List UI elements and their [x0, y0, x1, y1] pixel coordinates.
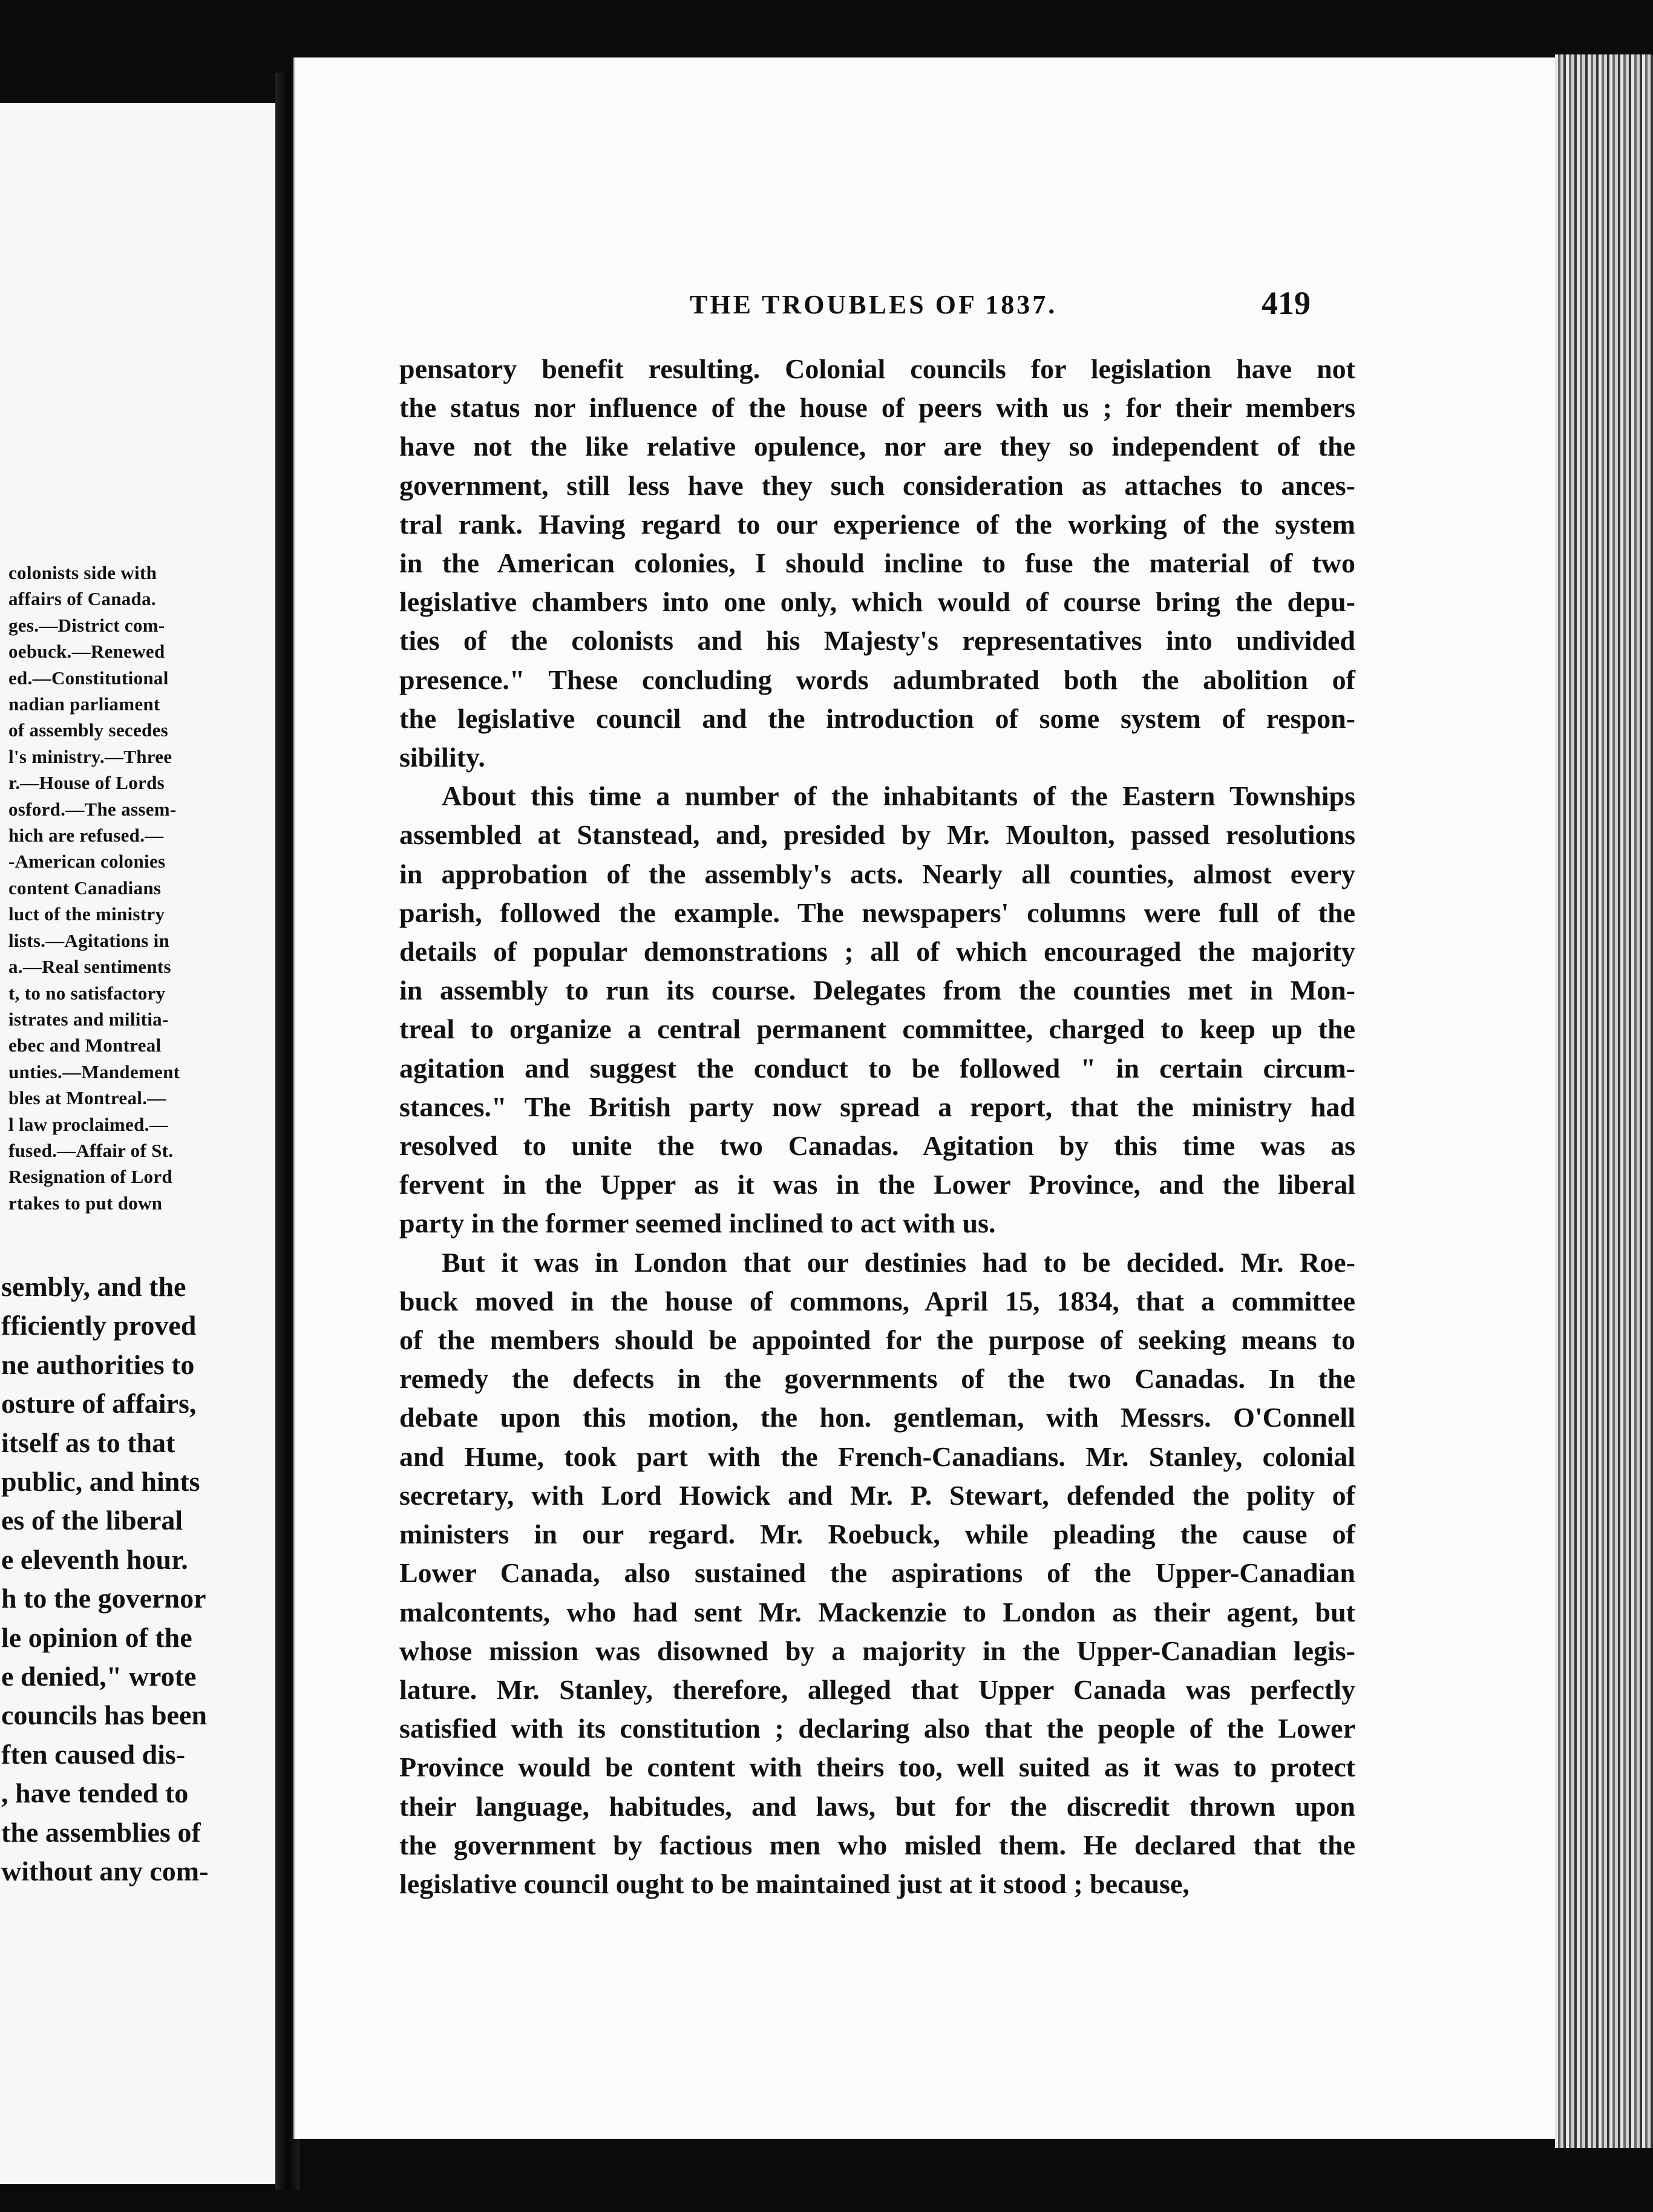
text-line: pensatory benefit resulting. Colonial councils for legislation have not: [399, 353, 1355, 384]
text-line: ministers in our regard. Mr. Roebuck, while pleading the cause of: [399, 1519, 1355, 1550]
summary-line: ebec and Montreal: [8, 1035, 162, 1056]
summary-line: lists.—Agitations in: [8, 929, 170, 951]
left-text-line: e eleventh hour.: [1, 1543, 188, 1575]
summary-line: ed.—Constitutional: [8, 667, 169, 689]
text-line: in approbation of the assembly's acts. Nearly all counties, almost every: [399, 858, 1355, 889]
text-line: their language, habitudes, and laws, but for the discredit thrown upon: [399, 1790, 1355, 1822]
left-text-line: , have tended to: [1, 1778, 189, 1809]
text-line: party in the former seemed inclined to act with us.: [399, 1208, 996, 1239]
summary-line: r.—House of Lords: [8, 772, 165, 794]
text-line: lature. Mr. Stanley, therefore, alleged that Upper Canada was perfectly: [399, 1674, 1355, 1705]
text-line: tral rank. Having regard to our experience of the working of the system: [399, 508, 1355, 540]
summary-line: of assembly secedes: [8, 719, 168, 741]
summary-line: affairs of Canada.: [8, 588, 156, 610]
summary-line: oebuck.—Renewed: [8, 641, 165, 663]
text-line: agitation and suggest the conduct to be followed " in certain circum-: [399, 1052, 1355, 1084]
text-line: the legislative council and the introduction of some system of respon-: [399, 702, 1355, 734]
page-number: 419: [1262, 285, 1311, 321]
left-page: [0, 103, 275, 2184]
summary-line: hich are refused.—: [8, 825, 164, 846]
text-line: treal to organize a central permanent committee, charged to keep up the: [399, 1013, 1355, 1045]
left-text-line: h to the governor: [1, 1583, 206, 1614]
text-line: the status nor influence of the house of peers with us ; for their members: [399, 392, 1355, 424]
summary-line: nadian parliament: [8, 693, 160, 715]
left-text-line: osture of affairs,: [1, 1388, 197, 1419]
left-text-line: itself as to that: [1, 1427, 175, 1458]
left-text-line: es of the liberal: [1, 1505, 183, 1536]
text-line: the government by factious men who misled them. He declared that the: [399, 1829, 1355, 1860]
running-head: THE TROUBLES OF 1837.: [690, 290, 1058, 319]
summary-line: Resignation of Lord: [8, 1166, 172, 1188]
text-line: details of popular demonstrations ; all of which encouraged the majority: [399, 936, 1355, 967]
left-text-line: ne authorities to: [1, 1349, 195, 1380]
summary-line: luct of the ministry: [8, 903, 165, 925]
text-line: government, still less have they such consideration as attaches to ances-: [399, 470, 1355, 501]
summary-line: fused.—Affair of St.: [8, 1139, 174, 1161]
text-line: legislative council ought to be maintained just at it stood ; because,: [399, 1868, 1190, 1899]
left-text-line: sembly, and the: [1, 1271, 186, 1302]
summary-line: l's ministry.—Three: [8, 745, 172, 767]
text-line: in the American colonies, I should incline to fuse the material of two: [399, 548, 1355, 579]
text-line: About this time a number of the inhabitants of the Eastern Townships: [442, 780, 1355, 812]
text-line: Province would be content with theirs too, well suited as it was to protect: [399, 1752, 1355, 1783]
text-line: assembled at Stanstead, and, presided by Mr. Moulton, passed resolutions: [399, 819, 1355, 851]
text-line: secretary, with Lord Howick and Mr. P. Stewart, defended the polity of: [399, 1479, 1355, 1511]
left-text-line: councils has been: [1, 1700, 207, 1731]
text-line: presence." These concluding words adumbrated both the abolition of: [399, 664, 1355, 695]
text-line: debate upon this motion, the hon. gentleman, with Messrs. O'Connell: [399, 1402, 1355, 1433]
text-line: stances." The British party now spread a report, that the ministry had: [399, 1091, 1355, 1122]
text-line: in assembly to run its course. Delegates from the counties met in Mon-: [399, 975, 1355, 1006]
summary-line: colonists side with: [8, 562, 157, 583]
text-line: fervent in the Upper as it was in the Lower Province, and the liberal: [399, 1169, 1355, 1200]
text-line: parish, followed the example. The newspapers' columns were full of the: [399, 897, 1355, 928]
page-stack-edge: [1555, 54, 1653, 2148]
text-line: sibility.: [399, 742, 485, 773]
summary-line: a.—Real sentiments: [8, 956, 171, 978]
left-text-line: le opinion of the: [1, 1621, 192, 1653]
text-line: have not the like relative opulence, nor are they so independent of the: [399, 431, 1355, 462]
summary-line: istrates and militia-: [8, 1008, 169, 1030]
left-text-line: public, and hints: [1, 1466, 200, 1497]
left-text-line: e denied," wrote: [1, 1661, 197, 1692]
text-line: of the members should be appointed for the purpose of seeking means to: [399, 1324, 1355, 1356]
text-line: malcontents, who had sent Mr. Mackenzie to London as their agent, but: [399, 1596, 1355, 1628]
summary-line: unties.—Mandement: [8, 1061, 180, 1082]
text-line: Lower Canada, also sustained the aspirations of the Upper-Canadian: [399, 1557, 1355, 1589]
text-line: buck moved in the house of commons, April 15, 1834, that a committee: [399, 1285, 1355, 1317]
text-line: and Hume, took part with the French-Canadians. Mr. Stanley, colonial: [399, 1441, 1355, 1472]
summary-line: bles at Montreal.—: [8, 1087, 166, 1109]
summary-line: content Canadians: [8, 877, 162, 898]
summary-line: osford.—The assem-: [8, 798, 177, 820]
text-line: But it was in London that our destinies had to be decided. Mr. Roe-: [442, 1246, 1355, 1278]
text-line: resolved to unite the two Canadas. Agitation by this time was as: [399, 1130, 1355, 1162]
text-line: remedy the defects in the governments of the two Canadas. In the: [399, 1363, 1355, 1395]
left-chapter-summary: [8, 560, 275, 1216]
left-text-line: ften caused dis-: [1, 1738, 186, 1770]
text-line: satisfied with its constitution ; declaring also that the people of the Lower: [399, 1713, 1355, 1744]
summary-line: l law proclaimed.—: [8, 1113, 169, 1135]
summary-line: t, to no satisfactory: [8, 982, 166, 1004]
left-body-text: [1, 1268, 275, 1891]
summary-line: ges.—District com-: [8, 614, 165, 636]
left-text-line: the assemblies of: [1, 1816, 201, 1848]
text-line: ties of the colonists and his Majesty's representatives into undivided: [399, 625, 1355, 656]
summary-line: -American colonies: [8, 851, 166, 872]
text-line: whose mission was disowned by a majority in the Upper-Canadian legis-: [399, 1635, 1355, 1666]
text-line: legislative chambers into one only, which would of course bring the depu-: [399, 586, 1355, 618]
left-text-line: without any com-: [1, 1856, 209, 1887]
summary-line: rtakes to put down: [8, 1192, 163, 1214]
left-text-line: fficiently proved: [1, 1310, 197, 1341]
body-text: [399, 350, 1355, 1903]
